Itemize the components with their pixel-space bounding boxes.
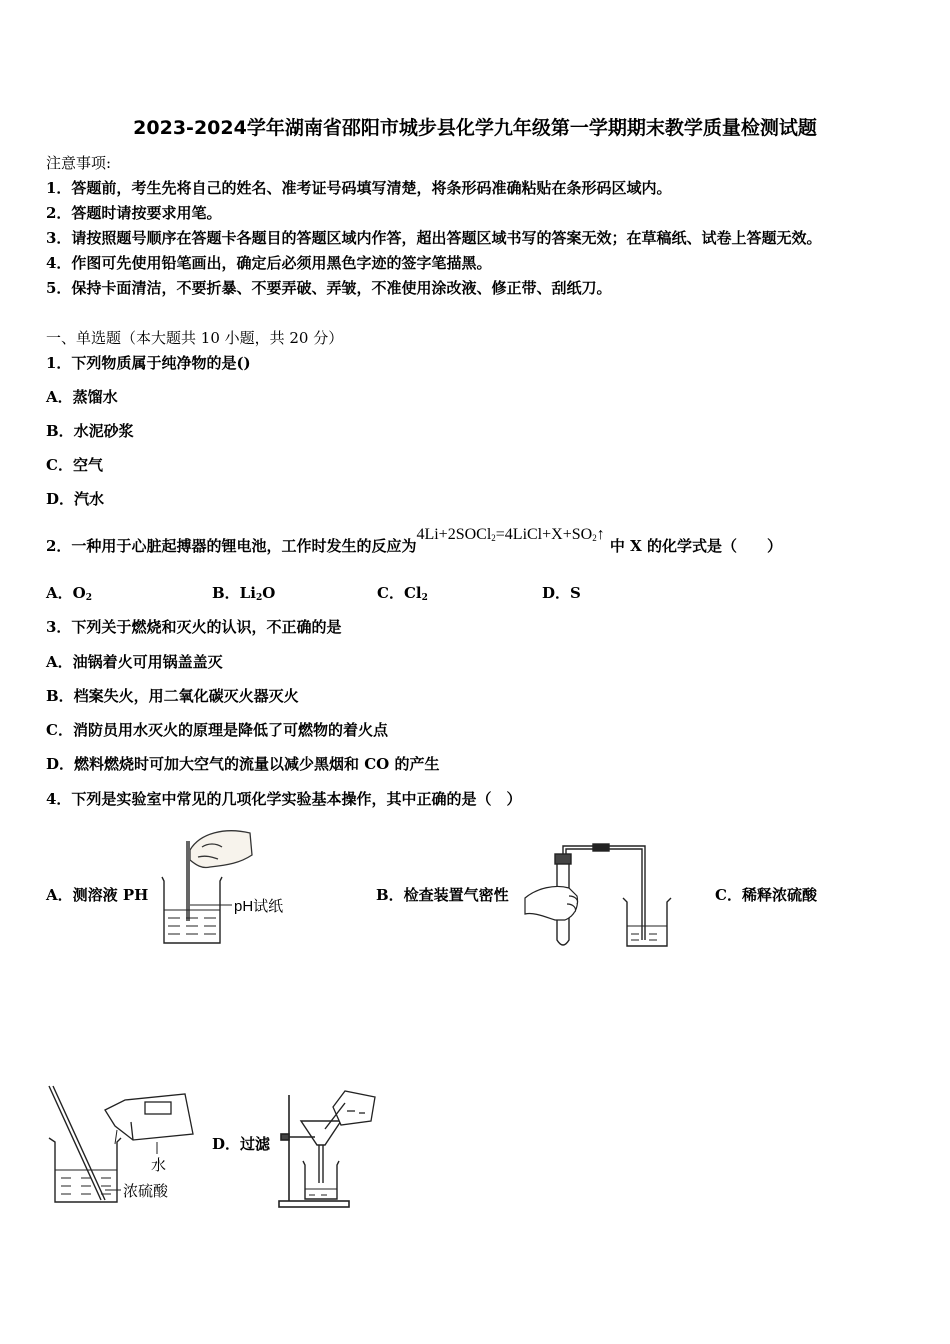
equation-subscript: 2 [491, 533, 496, 543]
ph-paper-strip [186, 841, 190, 921]
filtrate [305, 1189, 337, 1195]
pouring-beaker [333, 1091, 375, 1125]
question-3-option-b: B．档案失火，用二氧化碳灭火器灭火 [46, 687, 299, 705]
question-2-option-d: D．S [542, 584, 581, 602]
question-4-option-d: D．过滤 [212, 1135, 271, 1153]
figure-filtration [275, 1085, 385, 1210]
option-subscript: 2 [421, 593, 428, 603]
notice-item: 1．答题前，考生先将自己的姓名、准考证号码填写清楚，将条形码准确粘贴在条形码区域内。 [46, 179, 672, 197]
figure-ph-measurement [150, 825, 290, 950]
question-3-option-d: D．燃料燃烧时可加大空气的流量以减少黑烟和 CO 的产生 [46, 755, 440, 773]
question-2-option-c [377, 582, 428, 603]
option-subscript: 2 [85, 593, 92, 603]
figure-airtightness-check [525, 840, 675, 955]
beaker [623, 898, 671, 946]
question-4-option-c: C．稀释浓硫酸 [715, 886, 817, 904]
question-1-option-c: C．空气 [46, 456, 103, 474]
question-2-stem-suffix: 中 X 的化学式是（ ） [609, 537, 783, 555]
option-label: A．O [46, 584, 86, 602]
question-3-option-a: A．油锅着火可用锅盖盖灭 [46, 653, 223, 671]
concentrated-acid-label: 浓硫酸 [123, 1183, 169, 1200]
hand-illustration [525, 886, 578, 920]
notice-item: 2．答题时请按要求用笔。 [46, 204, 222, 222]
water-label: 水 [151, 1157, 167, 1174]
option-label: C．Cl [377, 584, 422, 602]
option-subscript: 2 [255, 593, 263, 603]
hand-illustration [190, 831, 252, 868]
notice-item: 3．请按照题号顺序在答题卡各题目的答题区域内作答，超出答题区域书写的答案无效；在草稿纸、试卷上答题无效。 [46, 229, 822, 247]
water-in-beaker [627, 926, 667, 940]
ph-paper-label: pH试纸 [234, 898, 284, 915]
question-2-option-b [212, 582, 275, 603]
option-label-tail: O [262, 584, 276, 602]
figure-dilute-sulfuric-acid [45, 1082, 195, 1207]
option-label: B．Li [212, 584, 256, 602]
question-4-option-a: A．测溶液 PH [46, 886, 149, 904]
equation-subscript: 2 [592, 533, 597, 543]
question-2-stem [46, 526, 783, 556]
question-4-option-b: B．检查装置气密性 [376, 886, 509, 904]
reaction-equation [416, 526, 604, 543]
notice-item: 5．保持卡面清洁，不要折暴、不要弄破、弄皱，不准使用涂改液、修正带、刮纸刀。 [46, 279, 612, 297]
question-4-stem: 4．下列是实验室中常见的几项化学实验基本操作，其中正确的是（ ） [46, 790, 522, 808]
question-1-stem: 1．下列物质属于纯净物的是() [46, 354, 251, 372]
question-1-option-b: B．水泥砂浆 [46, 422, 134, 440]
funnel [301, 1121, 341, 1183]
gas-arrow: ↑ [596, 526, 605, 543]
equation-part: =4LiCl+X+SO [495, 526, 593, 543]
equation-part: 4Li+2SOCl [416, 526, 492, 543]
notice-heading: 注意事项: [46, 154, 112, 172]
question-2-stem-prefix: 2．一种用于心脏起搏器的锂电池，工作时发生的反应为 [46, 537, 417, 555]
glass-rod [49, 1086, 105, 1200]
section-heading: 一、单选题（本大题共 10 小题，共 20 分） [46, 329, 344, 347]
page-title: 2023-2024学年湖南省邵阳市城步县化学九年级第一学期期末教学质量检测试题 [133, 117, 817, 139]
receiving-beaker [303, 1161, 339, 1199]
notice-item: 4．作图可先使用铅笔画出，确定后必须用黑色字迹的签字笔描黑。 [46, 254, 492, 272]
liquid-in-beaker [164, 910, 220, 934]
reagent-bottle [105, 1094, 193, 1140]
question-1-option-d: D．汽水 [46, 490, 105, 508]
question-3-stem: 3．下列关于燃烧和灭火的认识，不正确的是 [46, 618, 342, 636]
question-3-option-c: C．消防员用水灭火的原理是降低了可燃物的着火点 [46, 721, 388, 739]
question-1-option-a: A．蒸馏水 [46, 388, 118, 406]
question-2-option-a [46, 582, 92, 603]
